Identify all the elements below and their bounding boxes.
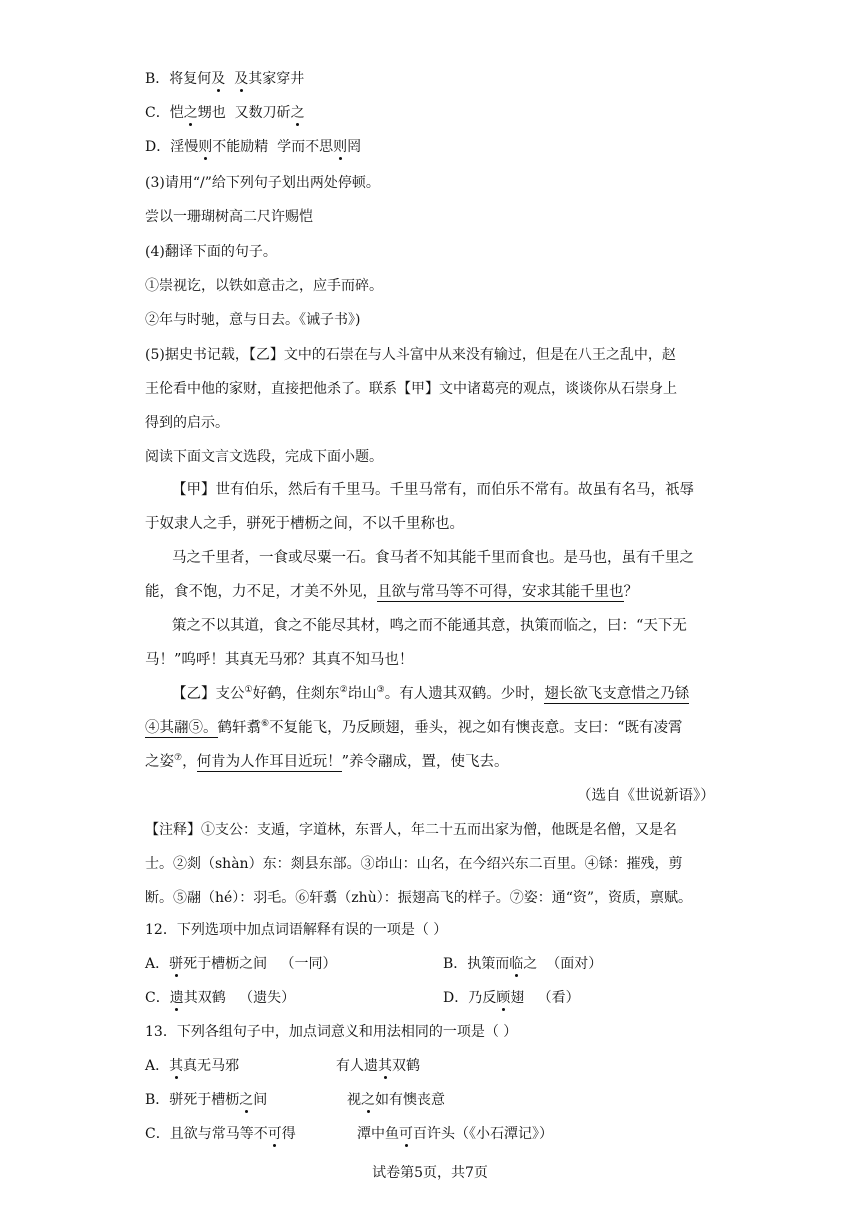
q11-option-c[interactable]: C．恺之甥也 又数刀斫之 bbox=[145, 105, 305, 121]
q4-sentence-2: ②年与时驰，意与日去。《诫子书》) bbox=[145, 312, 361, 328]
passage-yi-line1: 【乙】支公①好鹤，住剡东②岇山③。有人遗其双鹤。少时，翅长欲飞支意惜之乃铩 bbox=[172, 685, 690, 702]
notes-line-2: 士。②剡（shàn）东：剡县东部。③岇山：山名，在今绍兴东二百里。④铩：摧残，剪 bbox=[145, 856, 683, 872]
page-footer: 试卷第5页，共7页 bbox=[372, 1165, 488, 1181]
reading-intro: 阅读下面文言文选段，完成下面小题。 bbox=[145, 449, 383, 465]
underlined-sentence: 何肯为人作耳目近玩！ bbox=[196, 754, 342, 770]
q4-prompt: (4)翻译下面的句子。 bbox=[145, 244, 277, 260]
passage-yi-line2: ④其翮⑤。鹤轩翥⑥不复能飞，乃反顾翅，垂头，视之如有懊丧意。支曰：“既有凌霄 bbox=[145, 719, 683, 736]
q11-option-b[interactable]: B．将复何及 及其家穿井 bbox=[145, 71, 305, 87]
q12-stem: 12．下列选项中加点词语解释有误的一项是（ ） bbox=[145, 922, 448, 938]
q13-option-c[interactable]: C．且欲与常马等不可得 bbox=[145, 1126, 296, 1142]
q13-option-c-right: 潭中鱼可百许头（《小石潭记》） bbox=[357, 1126, 553, 1142]
q12-option-b[interactable]: B．执策而临之 （面对） bbox=[443, 956, 603, 972]
q12-option-d[interactable]: D．乃反顾翅 （看） bbox=[443, 990, 580, 1006]
q5-line-3: 得到的启示。 bbox=[145, 415, 229, 431]
underlined-sentence: ④其翮⑤。 bbox=[145, 720, 218, 736]
passage-jia-p2-line2: 能，食不饱，力不足，才美不外见，且欲与常马等不可得，安求其能千里也？ bbox=[145, 584, 638, 600]
q4-sentence-1: ①崇视讫，以铁如意击之，应手而碎。 bbox=[145, 278, 383, 294]
passage-jia-p1-line1: 【甲】世有伯乐，然后有千里马。千里马常有，而伯乐不常有。故虽有名马，祇辱 bbox=[172, 482, 694, 498]
q13-option-b[interactable]: B．骈死于槽枥之间 bbox=[145, 1092, 268, 1108]
underlined-sentence: 翅长欲飞支意惜之乃铩 bbox=[544, 686, 690, 702]
q13-option-a[interactable]: A．其真无马邪 bbox=[145, 1058, 240, 1074]
q5-line-2: 王伦看中他的家财，直接把他杀了。联系【甲】文中诸葛亮的观点，谈谈你从石崇身上 bbox=[145, 381, 677, 397]
q13-option-b-right: 视之如有懊丧意 bbox=[347, 1092, 445, 1108]
q3-prompt: (3)请用“/”给下列句子划出两处停顿。 bbox=[145, 175, 380, 191]
q11-option-d[interactable]: D．淫慢则不能励精 学而不思则罔 bbox=[145, 139, 362, 155]
passage-jia-p3-line1: 策之不以其道，食之不能尽其材，鸣之而不能通其意，执策而临之，曰：“天下无 bbox=[172, 618, 687, 634]
passage-yi-line3: 之姿⑦，何肯为人作耳目近玩！”养令翮成，置，使飞去。 bbox=[145, 753, 509, 770]
notes-line-1: 【注释】①支公：支遁，字道林，东晋人，年二十五而出家为僧，他既是名僧，又是名 bbox=[145, 822, 677, 838]
q3-sentence: 尝以一珊瑚树高二尺许赐恺 bbox=[145, 209, 313, 225]
q12-option-c[interactable]: C．遗其双鹤 （遗失） bbox=[145, 990, 296, 1006]
notes-line-3: 断。⑤翮（hé）：羽毛。⑥轩翥（zhù）：振翅高飞的样子。⑦姿：通“资”，资质，禀赋。 bbox=[145, 890, 693, 906]
q13-stem: 13．下列各组句子中，加点词意义和用法相同的一项是（ ） bbox=[145, 1024, 518, 1040]
passage-jia-p2-line1: 马之千里者，一食或尽粟一石。食马者不知其能千里而食也。是马也，虽有千里之 bbox=[172, 550, 694, 566]
passage-jia-p3-line2: 马！”呜呼！其真无马邪？其真不知马也！ bbox=[145, 652, 414, 668]
q5-line-1: (5)据史书记载，【乙】文中的石崇在与人斗富中从来没有输过，但是在八王之乱中，赵 bbox=[145, 347, 676, 363]
passage-jia-p1-line2: 于奴隶人之手，骈死于槽枥之间，不以千里称也。 bbox=[145, 516, 464, 532]
underlined-sentence: 且欲与常马等不可得，安求其能千里也 bbox=[377, 584, 624, 600]
passage-source: （选自《世说新语》） bbox=[577, 788, 715, 804]
q12-option-a[interactable]: A．骈死于槽枥之间 （一同） bbox=[145, 956, 337, 972]
q13-option-a-right: 有人遗其双鹤 bbox=[336, 1058, 420, 1074]
